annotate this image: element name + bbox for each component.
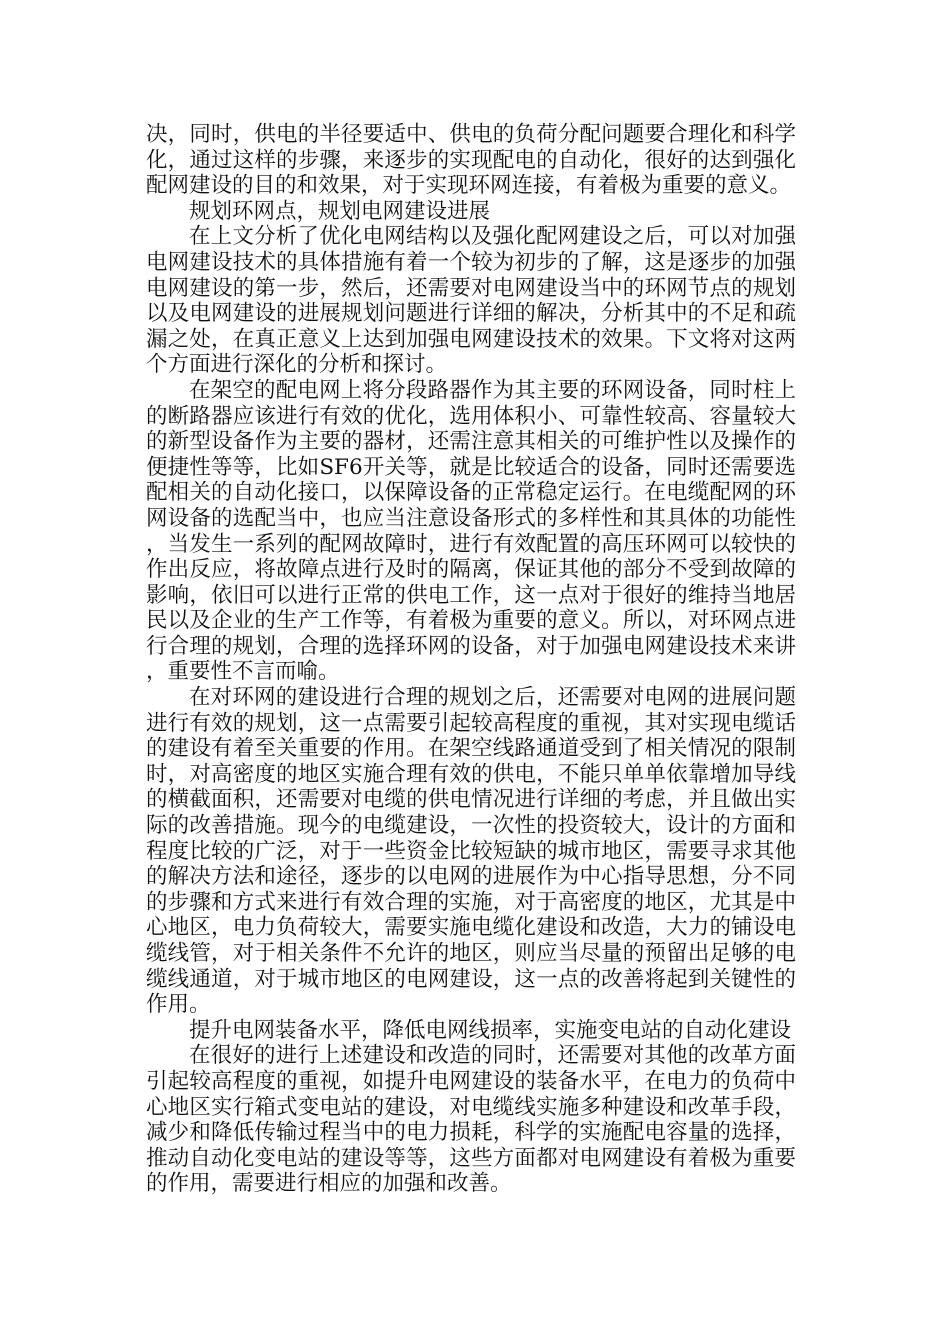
paragraph-body: 在架空的配电网上将分段路器作为其主要的环网设备，同时柱上的断路器应该进行有效的优化，选用体积小、可靠性较高、容量较大的新型设备作为主要的器材，还需注意其相关的可维护性以及操作的便捷性等等，比如SF6开关等，就是比较适合的设备，同时还需要选配相关的自动化接口，以保障设备的正常稳定运行。在电缆配网的环网设备的选配当中，也应当注意设备形式的多样性和其具体的功能性，当发生一系列的配网故障时，进行有效配置的高压环网可以较快的作出反应，将故障点进行及时的隔离，保证其他的部分不受到故障的影响，依旧可以进行正常的供电工作，这一点对于很好的维持当地居民以及企业的生产工作等，有着极为重要的意义。所以，对环网点进行合理的规划，合理的选择环网的设备，对于加强电网建设技术来讲，重要性不言而喻。 (146, 377, 796, 685)
document-body (146, 122, 796, 1197)
paragraph-body: 在对环网的建设进行合理的规划之后，还需要对电网的进展问题进行有效的规划，这一点需要引起较高程度的重视，其对实现电缆话的建设有着至关重要的作用。在架空线路通道受到了相关情况的限制时，对高密度的地区实施合理有效的供电，不能只单单依靠增加导线的横截面积，还需要对电缆的供电情况进行详细的考虑，并且做出实际的改善措施。现今的电缆建设，一次性的投资较大，设计的方面和程度比较的广泛，对于一些资金比较短缺的城市地区，需要寻求其他的解决方法和途径，逐步的以电网的进展作为中心指导思想，分不同的步骤和方式来进行有效合理的实施，对于高密度的地区，尤其是中心地区，电力负荷较大，需要实施电缆化建设和改造，大力的铺设电缆线管，对于相关条件不允许的地区，则应当尽量的预留出足够的电缆线通道，对于城市地区的电网建设，这一点的改善将起到关键性的作用。 (146, 685, 796, 1018)
paragraph-body: 在很好的进行上述建设和改造的同时，还需要对其他的改革方面引起较高程度的重视，如提升电网建设的装备水平，在电力的负荷中心地区实行箱式变电站的建设，对电缆线实施多种建设和改革手段，减少和降低传输过程当中的电力损耗，科学的实施配电容量的选择，推动自动化变电站的建设等等，这些方面都对电网建设有着极为重要的作用，需要进行相应的加强和改善。 (146, 1043, 796, 1197)
section-heading-equipment-level: 提升电网装备水平，降低电网线损率，实施变电站的自动化建设 (189, 1017, 792, 1043)
section-heading-ring-network: 规划环网点，规划电网建设进展 (189, 198, 491, 224)
paragraph-body: 在上文分析了优化电网结构以及强化配网建设之后，可以对加强电网建设技术的具体措施有着一个较为初步的了解，这是逐步的加强电网建设的第一步，然后，还需要对电网建设当中的环网节点的规划以及电网建设的进展规划问题进行详细的解决，分析其中的不足和疏漏之处，在真正意义上达到加强电网建设技术的效果。下文将对这两个方面进行深化的分析和探讨。 (146, 224, 796, 378)
paragraph-continued: 决，同时，供电的半径要适中、供电的负荷分配问题要合理化和科学化，通过这样的步骤，来逐步的实现配电的自动化，很好的达到强化配网建设的目的和效果，对于实现环网连接，有着极为重要的意义。 (146, 122, 796, 199)
